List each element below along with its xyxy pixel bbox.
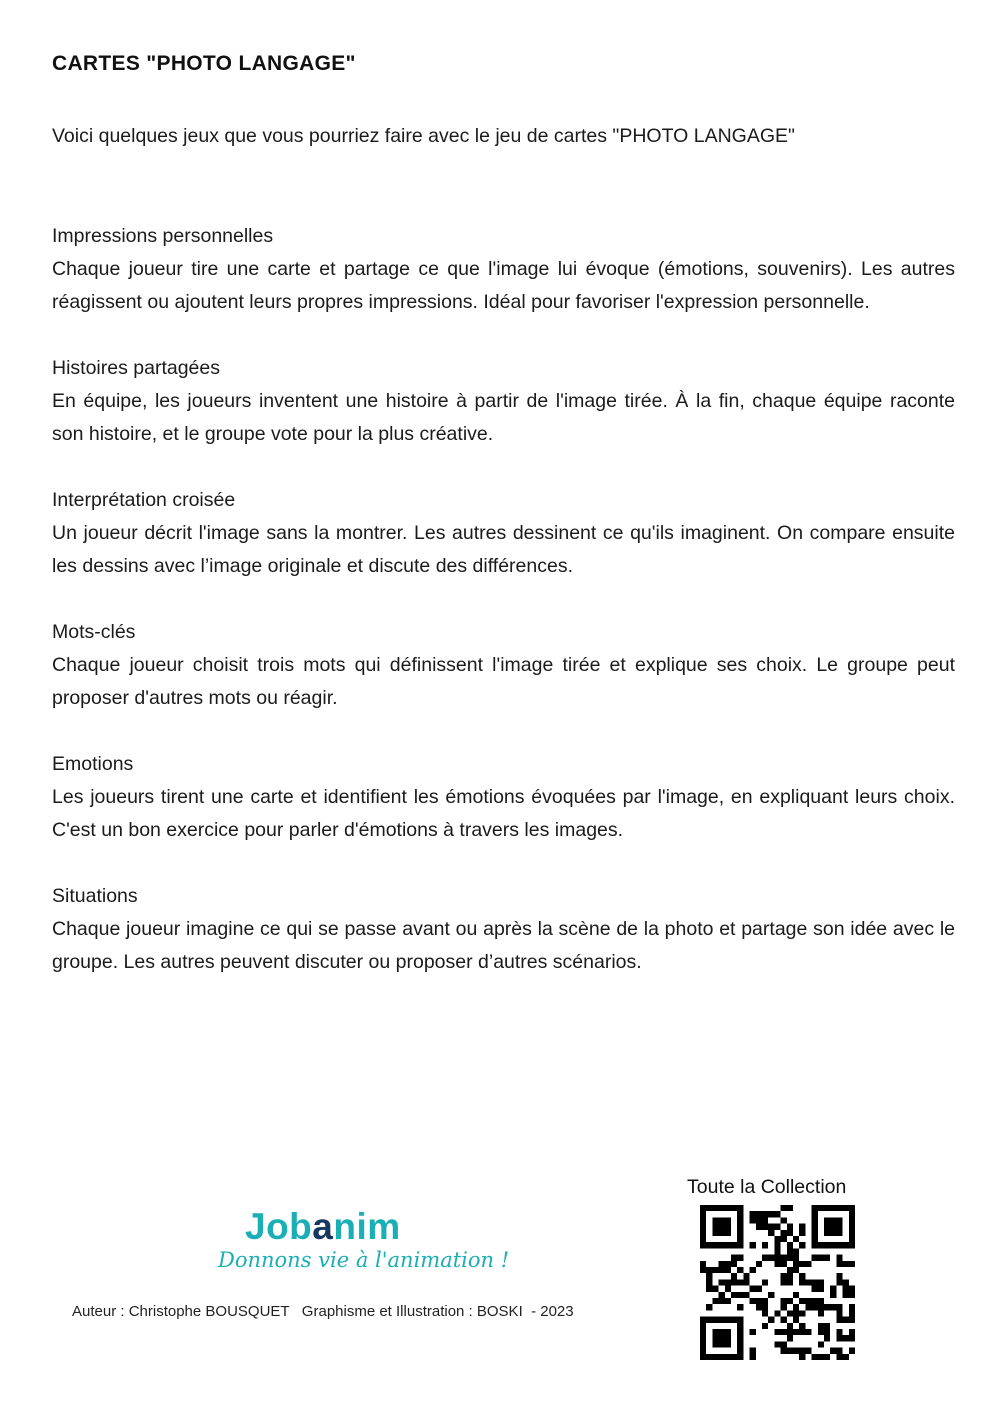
document-content [52, 52, 955, 979]
section-heading: Impressions personnelles [52, 225, 274, 247]
section-body: En équipe, les joueurs inventent une histoire à partir de l'image tirée. À la fin, chaque équipe raconte son histoire, et le groupe vote pour la plus créative. [52, 390, 955, 445]
section-body: Les joueurs tirent une carte et identifient les émotions évoquées par l'image, en expliquant leurs choix. C'est un bon exercice pour parler d'émotions à travers les images. [52, 786, 955, 841]
page-title: CARTES "PHOTO LANGAGE" [52, 52, 356, 75]
logo-text-mid: a [312, 1206, 334, 1247]
section-body: Chaque joueur choisit trois mots qui définissent l'image tirée et explique ses choix. Le groupe peut proposer d'autres mots ou réagir. [52, 654, 955, 709]
credits-line: Auteur : Christophe BOUSQUET Graphisme et Illustration : BOSKI - 2023 [72, 1303, 574, 1320]
section-heading: Mots-clés [52, 621, 136, 643]
section-heading: Interprétation croisée [52, 489, 236, 511]
section-mots-cles [52, 616, 955, 715]
section-body: Un joueur décrit l'image sans la montrer. Les autres dessinent ce qu'ils imaginent. On compare ensuite les dessins avec l’image originale et discute des différences. [52, 522, 955, 577]
logo-text-pre: Job [245, 1206, 313, 1247]
section-situations [52, 880, 955, 979]
logo-tagline: Donnons vie à l'animation ! [218, 1248, 510, 1272]
section-heading: Histoires partagées [52, 357, 220, 379]
collection-label: Toute la Collection [687, 1176, 847, 1198]
qr-code [700, 1205, 855, 1360]
intro-text: Voici quelques jeux que vous pourriez faire avec le jeu de cartes "PHOTO LANGAGE" [52, 125, 795, 147]
section-body: Chaque joueur tire une carte et partage ce que l'image lui évoque (émotions, souvenirs). Les autres réagissent ou ajoutent leurs propres impressions. Idéal pour favoriser l'expression personnelle. [52, 258, 955, 313]
logo-text-post: nim [333, 1206, 401, 1247]
jobanim-logo [245, 1206, 401, 1248]
section-interpretation-croisee [52, 484, 955, 583]
section-emotions [52, 748, 955, 847]
section-histoires-partagees [52, 352, 955, 451]
section-heading: Situations [52, 885, 138, 907]
section-body: Chaque joueur imagine ce qui se passe avant ou après la scène de la photo et partage son idée avec le groupe. Les autres peuvent discuter ou proposer d’autres scénarios. [52, 918, 955, 973]
section-heading: Emotions [52, 753, 134, 775]
section-impressions-personnelles [52, 220, 955, 319]
